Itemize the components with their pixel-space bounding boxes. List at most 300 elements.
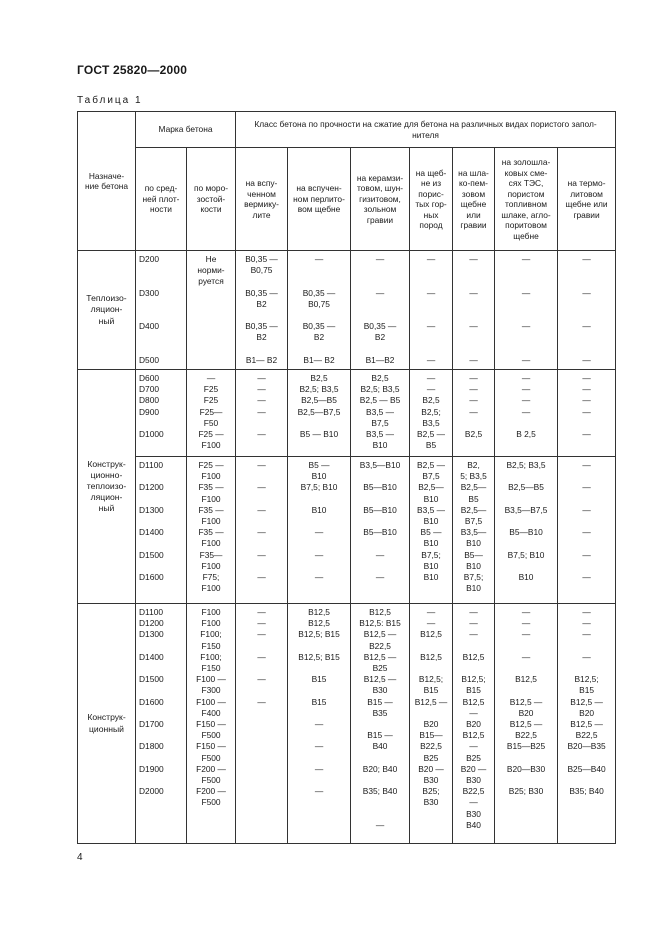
cell-line [498, 344, 554, 355]
cell-line: D1300 [139, 504, 164, 515]
cell-line [561, 332, 612, 343]
cell-line [498, 299, 554, 310]
table-row [78, 251, 616, 370]
cell-line [354, 516, 406, 527]
cell-line: B10 [311, 504, 327, 515]
cell-line: — [582, 629, 591, 640]
cell-line [354, 494, 406, 505]
cell-line: Класс бетона по прочности на сжатие для бетона на различных видах пористого запол- [254, 119, 597, 129]
cell-line: — [469, 618, 478, 629]
purpose-cell [78, 370, 136, 604]
cell-line: на термо- [567, 178, 606, 188]
table-cell [187, 370, 236, 457]
header-column-8 [495, 148, 558, 251]
cell-line: D1500 [139, 549, 164, 560]
cell-line [239, 418, 284, 429]
header-grade-group [136, 112, 236, 148]
cell-line: B2 [313, 332, 325, 343]
cell-line: зольном [363, 204, 397, 215]
cell-line: 5; B3,5 [460, 471, 487, 482]
cell-line: B15 — [367, 696, 393, 707]
cell-line [498, 310, 554, 321]
cell-line: щебне или [565, 199, 608, 209]
cell-line [291, 775, 347, 786]
cell-line [498, 276, 554, 287]
cell-line [413, 276, 449, 287]
cell-line: на вспучен- [296, 183, 342, 194]
cell-line [561, 299, 612, 310]
cell-line: Не [205, 254, 217, 264]
cell-line [561, 471, 612, 482]
cell-line: — [314, 549, 324, 560]
cell-line [456, 332, 491, 343]
cell-line: товом, шун- [356, 183, 404, 194]
cell-line: на вспу- [245, 178, 278, 188]
cell-line: B 2,5 [516, 429, 536, 440]
table-cell [453, 370, 495, 457]
document-title: ГОСТ 25820—2000 [77, 63, 188, 77]
cell-line: B20 [423, 719, 439, 730]
cell-line: шлаке, агло- [501, 209, 551, 220]
cell-line [291, 708, 347, 719]
cell-line: F25— [199, 406, 223, 417]
cell-line: — [582, 321, 591, 332]
cell-line [239, 764, 284, 775]
cell-line: D700 [139, 384, 160, 395]
cell-line: B30 [372, 685, 388, 696]
cell-line [139, 775, 183, 786]
cell-line [239, 753, 284, 764]
cell-line [239, 641, 284, 652]
cell-line: B10 [423, 560, 439, 571]
cell-line: — [582, 354, 591, 365]
table-cell [187, 251, 236, 370]
cell-line: F35 — [198, 527, 224, 538]
cell-line [291, 685, 347, 696]
cell-line: — [426, 354, 436, 365]
table-cell [187, 604, 236, 844]
cell-line: литовом [570, 188, 603, 199]
cell-line: F100 — [196, 674, 226, 685]
cell-line: — [426, 373, 436, 384]
cell-line: F100 [201, 440, 221, 451]
cell-line: — [469, 321, 478, 332]
cell-line: B22,5 [575, 730, 598, 741]
cell-line [139, 344, 183, 355]
header-column-2 [187, 148, 236, 251]
cell-line [291, 730, 347, 741]
cell-line [139, 494, 183, 505]
cell-line: D1600 [139, 572, 164, 583]
cell-line: на шла- [458, 167, 489, 178]
cell-line: — [426, 321, 436, 332]
cell-line: топливном [505, 199, 548, 209]
purpose-cell [78, 604, 136, 844]
cell-line: B12,5 — [363, 651, 397, 662]
cell-line [354, 471, 406, 482]
cell-line [291, 344, 347, 355]
cell-line [354, 561, 406, 572]
cell-line: D1100 [139, 460, 164, 471]
cell-line [139, 471, 183, 482]
cell-line: Теплоизо- [86, 293, 127, 304]
cell-line [139, 708, 183, 719]
cell-line: F200 — [196, 786, 226, 797]
cell-line: или [466, 209, 481, 220]
cell-line: поритовом [505, 220, 547, 230]
cell-line [498, 471, 554, 482]
cell-line: B10 [466, 538, 481, 549]
cell-line: F25 [203, 384, 219, 395]
cell-line: F25 — [198, 429, 224, 440]
cell-line: — [257, 460, 266, 471]
cell-line [239, 494, 284, 505]
table-cell [351, 251, 410, 370]
cell-line: B20—B30 [506, 763, 546, 774]
cell-line [291, 516, 347, 527]
cell-line [456, 299, 491, 310]
cell-line: B2,5 — [417, 429, 445, 440]
cell-line: D1100 [139, 607, 164, 618]
cell-line: B0,35 — [302, 287, 336, 298]
cell-line: F100 [201, 516, 221, 527]
cell-line: — [257, 373, 266, 384]
cell-line: — [469, 707, 478, 718]
cell-line: F100 [201, 493, 221, 504]
cell-line [239, 344, 284, 355]
cell-line: B5—B10 [363, 504, 397, 515]
cell-line [239, 775, 284, 786]
cell-line: B15 [466, 685, 481, 696]
cell-line [291, 265, 347, 276]
cell-line: B2,5—B5 [301, 395, 337, 406]
cell-line: B1— B2 [245, 354, 278, 365]
cell-line: B5— [464, 549, 483, 560]
cell-line: — [257, 384, 266, 395]
cell-line: B12,5: B15 [359, 618, 401, 629]
cell-line [498, 494, 554, 505]
cell-line: — [426, 607, 436, 618]
table-cell [187, 457, 236, 604]
cell-line [456, 641, 491, 652]
cell-line: B10 [518, 572, 534, 583]
cell-line [239, 310, 284, 321]
cell-line [561, 753, 612, 764]
cell-line: B1—B2 [365, 354, 395, 365]
cell-line [498, 775, 554, 786]
cell-line [239, 786, 284, 797]
cell-line: B22,5 [369, 640, 391, 651]
cell-line: — [469, 373, 478, 384]
cell-line [498, 561, 554, 572]
cell-line: B10 [466, 583, 481, 594]
cell-line: D400 [139, 321, 160, 332]
cell-line: — [257, 395, 266, 406]
cell-line: B2,5 [464, 429, 483, 440]
cell-line: щебне [513, 230, 539, 241]
cell-line: — [521, 321, 531, 332]
cell-line [561, 641, 612, 652]
cell-line: щебне [460, 199, 487, 209]
cell-line: B35; B40 [569, 786, 604, 797]
cell-line: — [521, 287, 531, 298]
page-number: 4 [77, 852, 83, 863]
cell-line [413, 641, 449, 652]
cell-line: — [521, 607, 531, 618]
cell-line: B2,5; [421, 406, 441, 417]
cell-line [354, 265, 406, 276]
cell-line: вермику- [244, 199, 279, 209]
cell-line [561, 310, 612, 321]
cell-line: по моро- [193, 183, 229, 194]
cell-line: — [375, 549, 385, 560]
cell-line: B25 [372, 663, 388, 674]
table-cell [410, 251, 453, 370]
cell-line [498, 516, 554, 527]
cell-line [354, 344, 406, 355]
cell-line: B12,5; B15 [298, 629, 340, 640]
header-purpose [78, 112, 136, 251]
table-cell [410, 457, 453, 604]
cell-line: — [469, 741, 478, 752]
cell-line: B15 [579, 685, 595, 696]
cell-line: руется [198, 276, 224, 287]
cell-line: — [314, 786, 324, 797]
cell-line: — [469, 395, 478, 406]
cell-line: зовом [461, 188, 486, 199]
table-cell [453, 251, 495, 370]
cell-line: — [257, 482, 266, 493]
cell-line: D1800 [139, 741, 164, 752]
cell-line: — [582, 373, 591, 384]
cell-line: D1900 [139, 763, 164, 774]
cell-line [139, 310, 183, 321]
cell-line: F100 [201, 607, 221, 618]
cell-line: ном перлито- [293, 193, 345, 204]
cell-line: кости [200, 204, 222, 215]
cell-line: D1400 [139, 651, 164, 662]
table-cell [495, 604, 558, 844]
cell-line [413, 344, 449, 355]
cell-line: B12,5 [462, 651, 485, 662]
cell-line: B2, [467, 460, 480, 471]
table-cell [453, 457, 495, 604]
cell-line [413, 663, 449, 674]
cell-line: ко-пем- [459, 178, 488, 188]
cell-line: B2,5 [422, 395, 440, 406]
cell-line: B3,5 — [366, 406, 394, 417]
cell-line: F500 [201, 797, 221, 808]
cell-line: F100; [200, 629, 222, 640]
cell-line [139, 538, 183, 549]
cell-line: — [469, 254, 478, 264]
cell-line: B15 [423, 685, 439, 696]
cell-line: — [582, 429, 591, 440]
cell-line: ней плот- [142, 193, 180, 204]
cell-line: F100 [201, 583, 221, 594]
cell-line [291, 641, 347, 652]
cell-line: B10 [423, 572, 439, 583]
cell-line: D2000 [139, 786, 164, 797]
cell-line: тых гор- [415, 199, 447, 209]
cell-line [354, 299, 406, 310]
table-caption: Таблица 1 [77, 95, 143, 106]
cell-line: B40 [466, 819, 481, 830]
cell-line [413, 332, 449, 343]
cell-line: порис- [418, 188, 444, 199]
cell-line: — [469, 629, 478, 640]
cell-line [139, 730, 183, 741]
cell-line: — [257, 549, 266, 560]
table-cell [136, 370, 187, 457]
cell-line: ковых сме- [504, 167, 548, 178]
cell-line: B35 [372, 707, 388, 718]
cell-line: F25 [203, 395, 219, 406]
cell-line [498, 418, 554, 429]
cell-line: B2,5—B5 [508, 482, 544, 493]
cell-line: D200 [139, 254, 160, 264]
cell-line [139, 516, 183, 527]
cell-line: — [426, 618, 436, 629]
cell-line [498, 332, 554, 343]
cell-line: — [375, 254, 385, 264]
cell-line: B20 [518, 707, 534, 718]
cell-line: B2,5 — B5 [359, 395, 401, 406]
cell-line: B5 [425, 440, 437, 451]
cell-line: — [314, 719, 324, 730]
cell-line: на золошла- [501, 157, 551, 167]
cell-line: теплоизо- [86, 480, 127, 491]
cell-line: — [469, 354, 478, 365]
cell-line: B10 [423, 516, 439, 527]
cell-line: F500 [201, 752, 221, 763]
cell-line: B20—B35 [567, 741, 606, 752]
table-cell [351, 370, 410, 457]
cell-line: — [469, 287, 478, 298]
cell-line: — [582, 395, 591, 406]
cell-line [239, 741, 284, 752]
cell-line: — [582, 384, 591, 395]
cell-line [354, 719, 406, 730]
cell-line: D1500 [139, 674, 164, 685]
cell-line [239, 708, 284, 719]
cell-line: B2,5; B3,5 [299, 384, 339, 395]
cell-line: ционно- [90, 469, 123, 480]
table-cell [495, 251, 558, 370]
header-column-5 [351, 148, 410, 251]
cell-line: — [521, 651, 531, 662]
table-cell [351, 604, 410, 844]
cell-line: D1200 [139, 482, 164, 493]
cell-line: вом щебне [297, 204, 341, 215]
cell-line: B5—B10 [363, 482, 397, 493]
cell-line: — [206, 373, 216, 384]
cell-line [354, 310, 406, 321]
cell-line: B7,5; B10 [507, 549, 545, 560]
cell-line [354, 775, 406, 786]
cell-line [561, 561, 612, 572]
cell-line: — [314, 254, 324, 264]
cell-line: ляцион- [90, 304, 123, 315]
cell-line: ный [98, 503, 115, 514]
cell-line: на керамзи- [356, 172, 404, 183]
cell-line: B12,5 [420, 651, 442, 662]
cell-line: F35— [199, 549, 223, 560]
cell-line: — [582, 504, 591, 515]
cell-line: B12,5 [308, 607, 330, 618]
cell-line: B12,5; B15 [298, 651, 340, 662]
cell-line: B2,5—B7,5 [297, 406, 341, 417]
cell-line [139, 641, 183, 652]
cell-line [561, 276, 612, 287]
cell-line: B12,5; [461, 674, 486, 685]
cell-line: B7,5; [421, 549, 441, 560]
cell-line: D800 [139, 395, 160, 406]
cell-line: — [521, 629, 531, 640]
cell-line: по сред- [144, 183, 178, 194]
header-column-4 [288, 148, 351, 251]
cell-line [239, 276, 284, 287]
cell-line: B12,5 — [363, 629, 397, 640]
cell-line: D300 [139, 287, 160, 298]
cell-line: D1600 [139, 696, 164, 707]
cell-line: F100 [201, 471, 221, 482]
cell-line: — [375, 572, 385, 583]
cell-line: F200 — [196, 763, 226, 774]
table-cell [288, 604, 351, 844]
header-column-7 [453, 148, 495, 251]
cell-line [239, 685, 284, 696]
cell-line: B22,5 [462, 786, 485, 797]
cell-line: — [582, 651, 591, 662]
cell-line: F100 — [196, 696, 226, 707]
cell-line: B3,5—B10 [359, 460, 401, 471]
cell-line [456, 265, 491, 276]
cell-line [354, 753, 406, 764]
table-cell [288, 457, 351, 604]
cell-line: — [257, 607, 266, 618]
cell-line [291, 276, 347, 287]
cell-line: B3,5 [422, 417, 440, 428]
table-cell [410, 604, 453, 844]
cell-line [239, 538, 284, 549]
table-cell [288, 251, 351, 370]
cell-line: норми- [197, 265, 225, 276]
cell-line: B12,5 — [570, 696, 603, 707]
cell-line: — [426, 254, 436, 264]
cell-line: B12,5 — [509, 696, 543, 707]
cell-line [413, 310, 449, 321]
cell-line [354, 809, 406, 820]
cell-line: B15 [311, 674, 327, 685]
cell-line: B0,35 — [302, 321, 336, 332]
cell-line: — [257, 696, 266, 707]
cell-line: B0,35 — [245, 254, 278, 264]
cell-line: B20; B40 [362, 763, 398, 774]
cell-line: ных [423, 209, 439, 220]
cell-line: F500 [201, 730, 221, 741]
cell-line: — [521, 395, 531, 406]
cell-line [239, 663, 284, 674]
header-class-group [236, 112, 616, 148]
cell-line: ционный [89, 723, 124, 734]
cell-line: — [582, 618, 591, 629]
cell-line [354, 538, 406, 549]
cell-line [413, 299, 449, 310]
cell-line: Конструк- [87, 712, 126, 723]
cell-line: B20 [466, 719, 481, 730]
cell-line: D900 [139, 406, 160, 417]
